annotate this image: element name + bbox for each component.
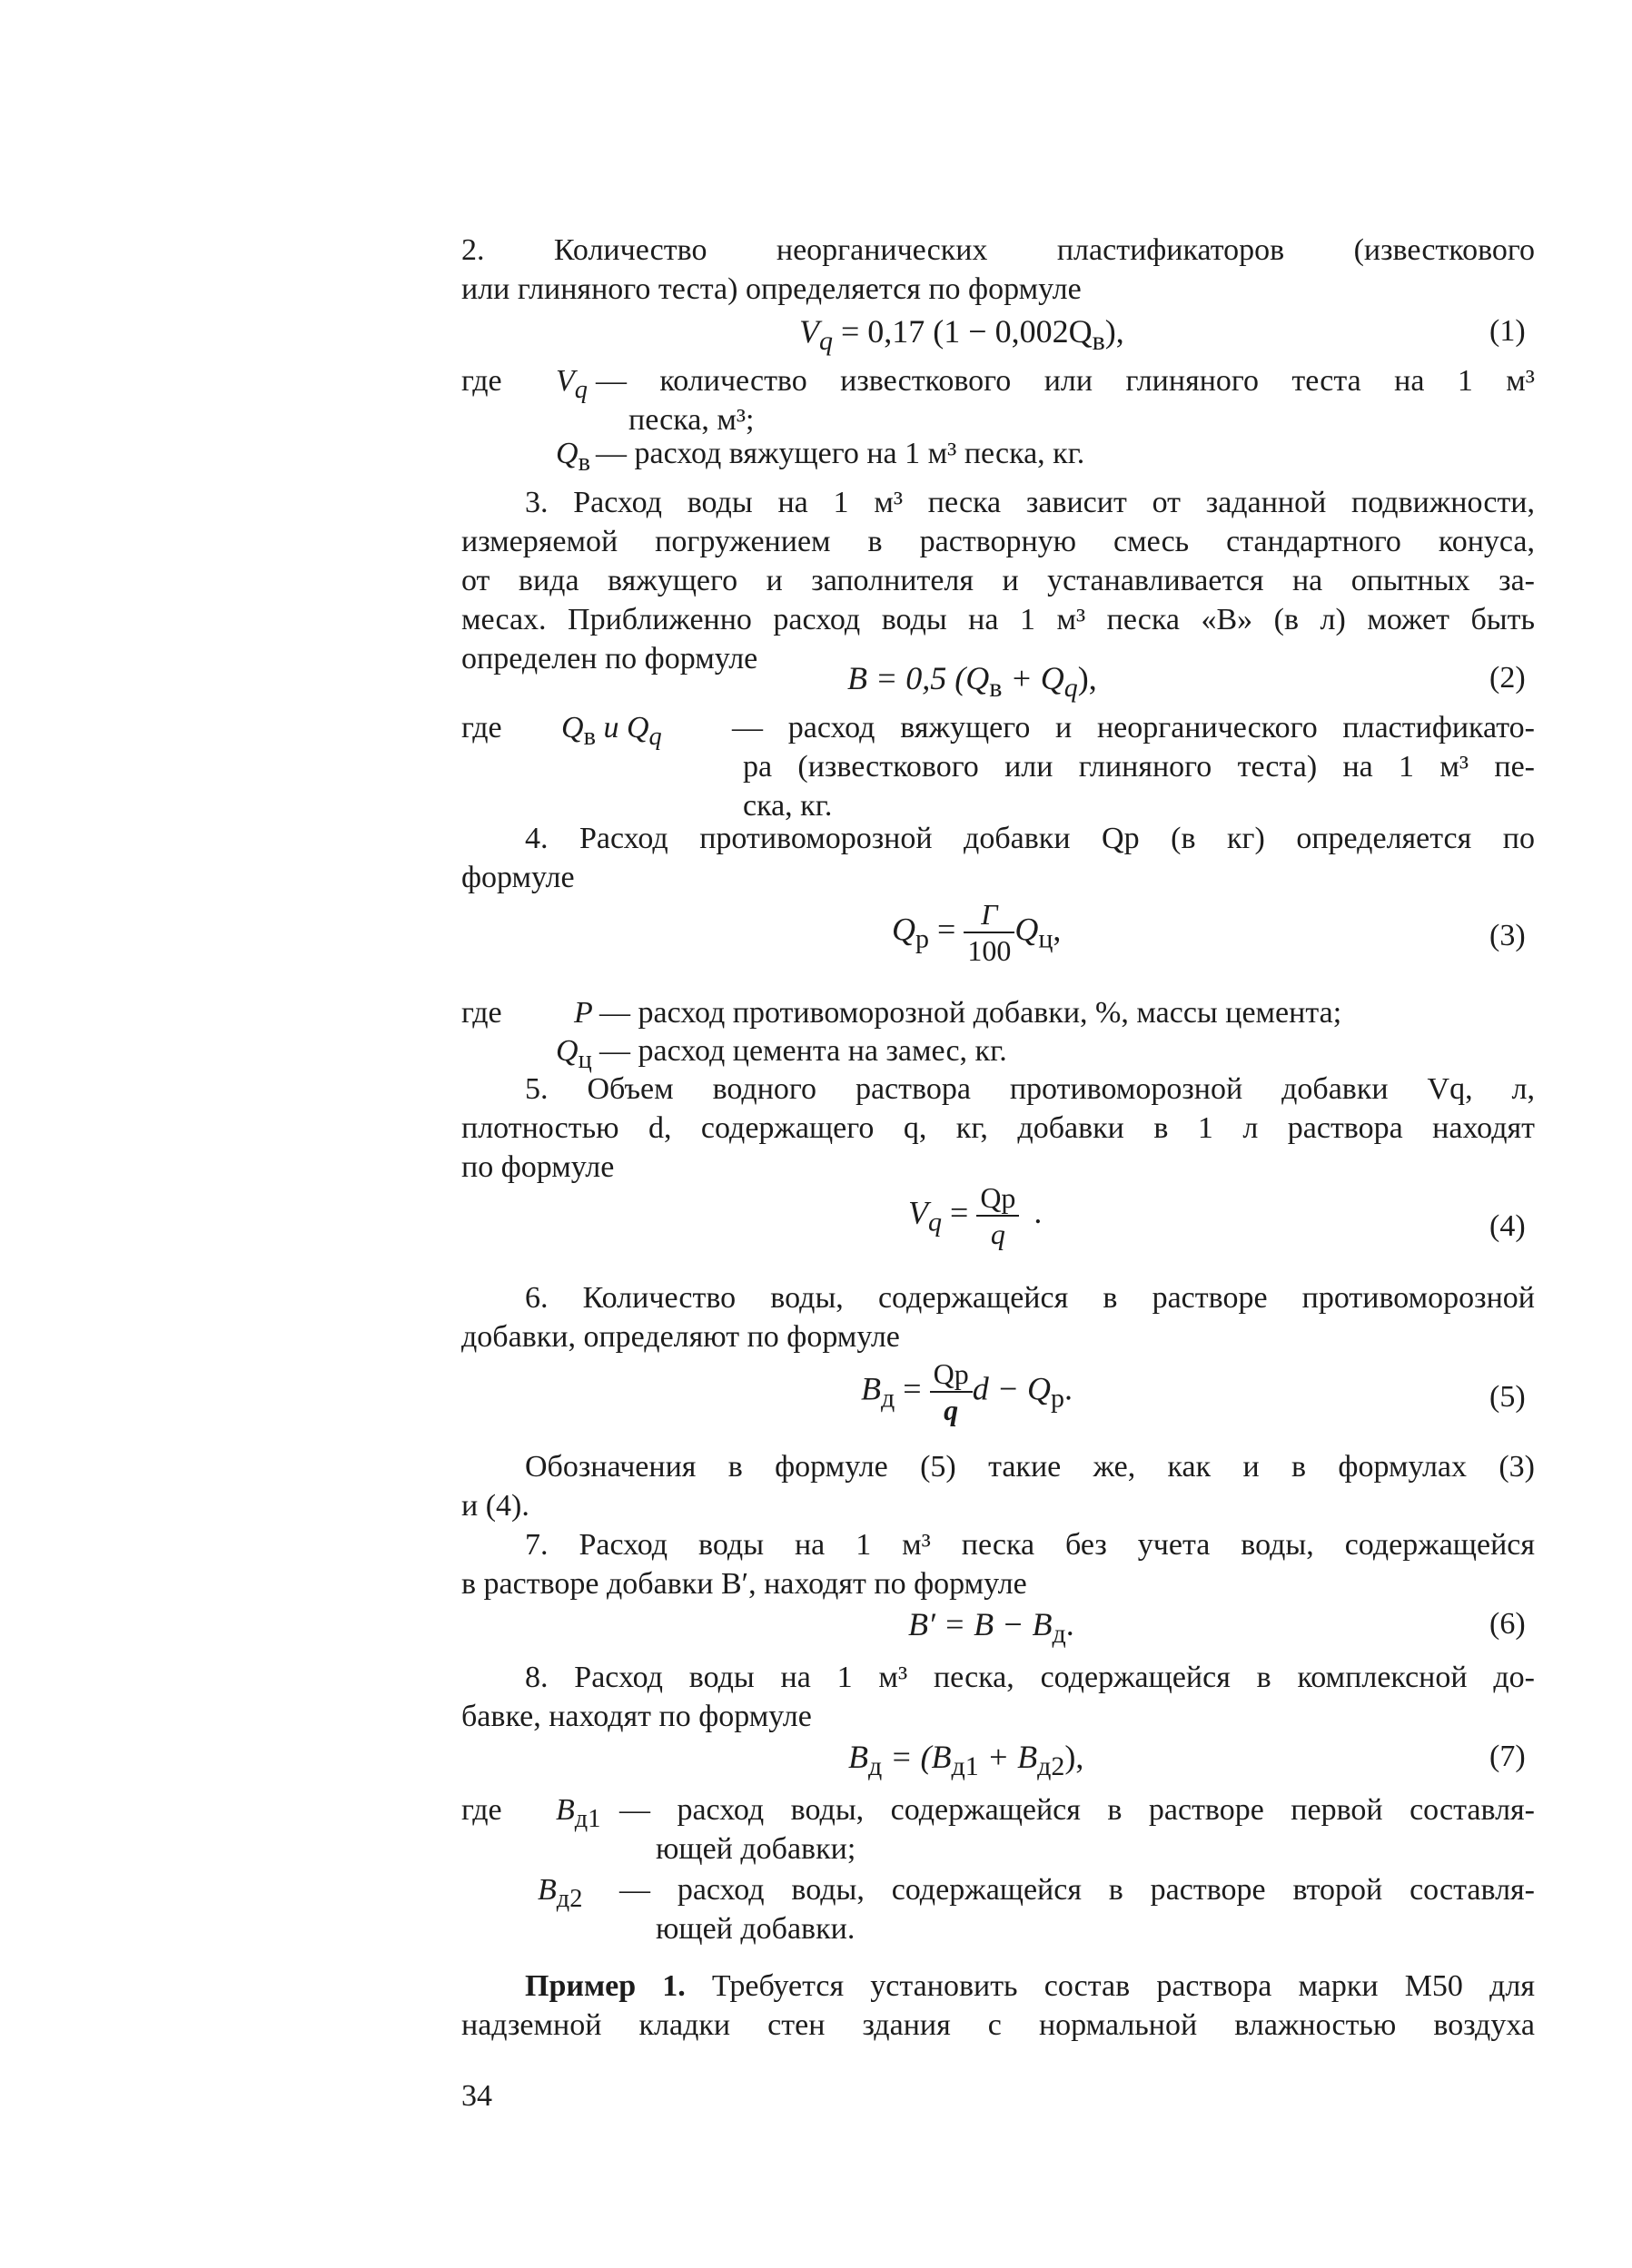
section-7-line-1: 7. Расход воды на 1 м³ песка без учета воды, содержащейся (525, 1528, 1535, 1562)
formula-6-body: B′ = B − B (908, 1606, 1053, 1642)
section-3-line-4: месах. Приближенно расход воды на 1 м³ песка «В» (в л) может быть (461, 603, 1535, 636)
formula-5-denominator (930, 1393, 973, 1427)
formula-7-sub2: д2 (1037, 1751, 1065, 1782)
section-4-line-2: формуле (461, 861, 575, 894)
legend-desc-vq (596, 361, 1535, 439)
section-8-line-1: 8. Расход воды на 1 м³ песка, содержащейся в комплексной до- (525, 1661, 1535, 1694)
section-2-line-2: или глиняного теста) определяется по формуле (461, 272, 1082, 306)
formula-7-number: (7) (1489, 1740, 1526, 1773)
section-3-line-5: определен по формуле (461, 642, 758, 675)
section-3-text (461, 483, 1535, 678)
page-number: 34 (461, 2079, 492, 2113)
example-label: Пример 1. (525, 1969, 686, 2003)
formula-5-end: . (1063, 1370, 1073, 1407)
formula-1 (799, 312, 1124, 360)
formula-5-number: (5) (1489, 1380, 1526, 1414)
formula-1-sub2: в (1092, 326, 1105, 357)
formula-3-lhs: Q (892, 911, 915, 948)
formula-7-sub1: д1 (951, 1751, 979, 1782)
formula-1-number: (1) (1489, 314, 1526, 348)
formula-3-fraction (964, 897, 1014, 968)
formula-7-lhs-sub: д (868, 1751, 883, 1782)
legend-symbol-p (574, 993, 593, 1032)
formula-2-legend (461, 708, 1535, 835)
legend-desc-p (599, 993, 1535, 1032)
legend-desc-qc-line-1: — расход цемента на замес, кг. (599, 1034, 1007, 1068)
legend-symbol-qc-var: Q (556, 1034, 579, 1068)
section-4-line-1: 4. Расход противоморозной добавки Qр (в кг) определяется по (525, 822, 1535, 855)
formula-2-number: (2) (1489, 661, 1526, 695)
formula-5-fraction (930, 1356, 973, 1427)
legend-desc-vq-line-2: песка, м³; (628, 403, 755, 437)
legend-symbol-qv-var: Q (556, 437, 579, 470)
section-6-note (461, 1447, 1535, 1525)
formula-1-body: = 0,17 (1 − 0,002Q (833, 313, 1093, 350)
formula-5-lhs-sub: д (881, 1383, 895, 1414)
formula-7-legend (461, 1790, 1535, 1954)
example-line-1-text: Требуется установить состав раствора марки М50 для (685, 1969, 1535, 2003)
section-3-line-2: измеряемой погружением в растворную смесь стандартного конуса, (461, 525, 1535, 558)
section-5-line-2: плотностью d, содержащего q, кг, добавки в 1 л раствора находят (461, 1111, 1535, 1145)
legend-symbol-qv-qq-var: Q (561, 711, 584, 744)
formula-4-end: . (1034, 1194, 1043, 1231)
legend-symbol-qv-qq-sub: в (583, 722, 596, 751)
formula-7-mid: = (B (882, 1739, 952, 1775)
legend-desc-qv-qq-line-2: ра (известкового или глиняного теста) на 1 м³ пе- (743, 750, 1535, 784)
legend-desc-qv-line-1: — расход вяжущего на 1 м³ песка, кг. (596, 437, 1085, 470)
formula-5-numerator: Qр (930, 1356, 973, 1393)
section-4-text (461, 819, 1535, 897)
formula-4-equals: = (942, 1194, 977, 1231)
formula-7-end: ), (1064, 1739, 1084, 1775)
formula-5-equals: = (895, 1370, 930, 1407)
legend-desc-bd2-line-1: — расход воды, содержащейся в растворе второй составля- (619, 1873, 1535, 1907)
formula-3 (892, 897, 1061, 968)
legend-symbol-vq (556, 361, 588, 409)
legend-desc-bd1-line-2: ющей добавки; (656, 1832, 856, 1866)
section-6-note-line-2: и (4). (461, 1489, 529, 1523)
legend-desc-p-line-1: — расход противоморозной добавки, %, массы цемента; (599, 996, 1342, 1030)
section-6-text (461, 1278, 1535, 1356)
formula-4-number: (4) (1489, 1209, 1526, 1243)
formula-1-sub: q (819, 326, 833, 357)
formula-7 (848, 1738, 1083, 1786)
formula-4-numerator: Qр (976, 1180, 1019, 1217)
formula-3-legend (461, 993, 1535, 1075)
legend-symbol-bd2-sub: д2 (556, 1884, 583, 1913)
legend-symbol-bd1 (556, 1790, 600, 1839)
legend-desc-vq-line-1: — количество известкового или глиняного теста на 1 м³ (596, 364, 1535, 398)
formula-3-numerator: Г (964, 897, 1014, 933)
formula-4-lhs-sub: q (928, 1207, 942, 1238)
formula-2-body: B = 0,5 (Q (847, 660, 990, 696)
legend-desc-qv-qq-line-3: ска, кг. (743, 789, 833, 823)
formula-5 (861, 1356, 1073, 1427)
legend-where-label-3: где (461, 996, 502, 1030)
formula-1-legend (461, 361, 1535, 479)
formula-4-fraction (976, 1180, 1019, 1251)
legend-symbol-bd2 (538, 1870, 582, 1918)
section-6-line-1: 6. Количество воды, содержащейся в растворе противоморозной (525, 1281, 1535, 1315)
section-7-line-2: в растворе добавки B′, находят по формуле (461, 1567, 1027, 1601)
legend-desc-qc (599, 1031, 1535, 1070)
formula-3-rhs-sub: ц (1038, 923, 1053, 954)
section-8-line-2: бавке, находят по формуле (461, 1700, 812, 1733)
formula-4-denominator: q (990, 1218, 1005, 1250)
legend-symbol-bd1-sub: д1 (574, 1804, 601, 1833)
formula-4 (908, 1180, 1042, 1251)
section-5-line-1: 5. Объем водного раствора противоморозной добавки Vq, л, (525, 1072, 1535, 1106)
section-8-text (461, 1658, 1535, 1736)
formula-6-number: (6) (1489, 1607, 1526, 1641)
legend-desc-bd1-line-1: — расход воды, содержащейся в растворе первой составля- (619, 1793, 1535, 1827)
section-6-note-line-1: Обозначения в формуле (5) такие же, как и в формулах (3) (525, 1450, 1535, 1484)
formula-1-end: ), (1104, 313, 1124, 350)
formula-3-equals: = (929, 911, 964, 948)
legend-symbol-qv (556, 434, 590, 482)
legend-where-label: где (461, 364, 502, 398)
formula-3-lhs-sub: р (915, 923, 929, 954)
formula-6-end: . (1065, 1606, 1074, 1642)
legend-desc-bd2-line-2: ющей добавки. (656, 1912, 856, 1946)
legend-symbol-vq-sub: q (574, 375, 588, 404)
legend-symbol-qv-qq-and: и Q (595, 711, 649, 744)
formula-5-rest-sub: р (1050, 1383, 1064, 1414)
legend-where-label-4: где (461, 1793, 502, 1827)
example-text (461, 1967, 1535, 2045)
formula-3-end: , (1053, 911, 1062, 948)
section-5-text (461, 1070, 1535, 1187)
formula-5-lhs: B (861, 1370, 881, 1407)
formula-3-number: (3) (1489, 919, 1526, 952)
formula-7-plus: + B (978, 1739, 1038, 1775)
formula-1-var: V (799, 313, 819, 350)
section-2-text (461, 231, 1535, 309)
legend-where-label-2: где (461, 711, 502, 744)
legend-symbol-p-var: P (574, 996, 593, 1030)
formula-5-rest: d − Q (972, 1370, 1051, 1407)
example-line-2: надземной кладки стен здания с нормальной влажностью воздуха (461, 2008, 1535, 2042)
formula-2-sub1: в (989, 673, 1003, 704)
formula-7-lhs: B (848, 1739, 868, 1775)
formula-2-mid: + Q (1002, 660, 1064, 696)
formula-3-rhs: Q (1014, 911, 1039, 948)
legend-desc-bd2 (619, 1870, 1535, 1948)
formula-6 (908, 1605, 1074, 1653)
legend-symbol-qc-sub: ц (578, 1045, 592, 1074)
section-3-line-1: 3. Расход воды на 1 м³ песка зависит от заданной подвижности, (525, 486, 1535, 519)
legend-symbol-vq-var: V (556, 364, 575, 398)
formula-5-denominator-var: q (944, 1394, 959, 1426)
legend-desc-bd1 (619, 1790, 1535, 1869)
legend-symbol-qv-qq (561, 708, 662, 756)
section-5-line-3: по формуле (461, 1150, 615, 1184)
legend-symbol-bd1-var: B (556, 1793, 575, 1827)
formula-3-denominator: 100 (967, 934, 1012, 967)
example-line-1 (461, 1967, 1535, 2006)
section-2-line-1: 2. Количество неорганических пластификаторов (известкового (461, 233, 1535, 267)
formula-2-sub2: q (1063, 673, 1078, 704)
legend-desc-qv-qq (732, 708, 1535, 825)
legend-symbol-bd2-var: B (538, 1873, 557, 1907)
legend-desc-qv-qq-line-1: — расход вяжущего и неорганического пластификато- (732, 711, 1535, 744)
formula-6-sub: д (1052, 1619, 1066, 1650)
legend-symbol-qv-qq-sub2: q (648, 722, 662, 751)
section-3-line-3: от вида вяжущего и заполнителя и устанавливается на опытных за- (461, 564, 1535, 597)
formula-2-end: ), (1077, 660, 1097, 696)
section-7-text (461, 1525, 1535, 1603)
formula-4-lhs: V (908, 1194, 928, 1231)
legend-symbol-qv-sub: в (578, 448, 590, 477)
formula-2 (847, 659, 1097, 707)
section-6-line-2: добавки, определяют по формуле (461, 1320, 900, 1354)
legend-desc-qv (596, 434, 1535, 473)
